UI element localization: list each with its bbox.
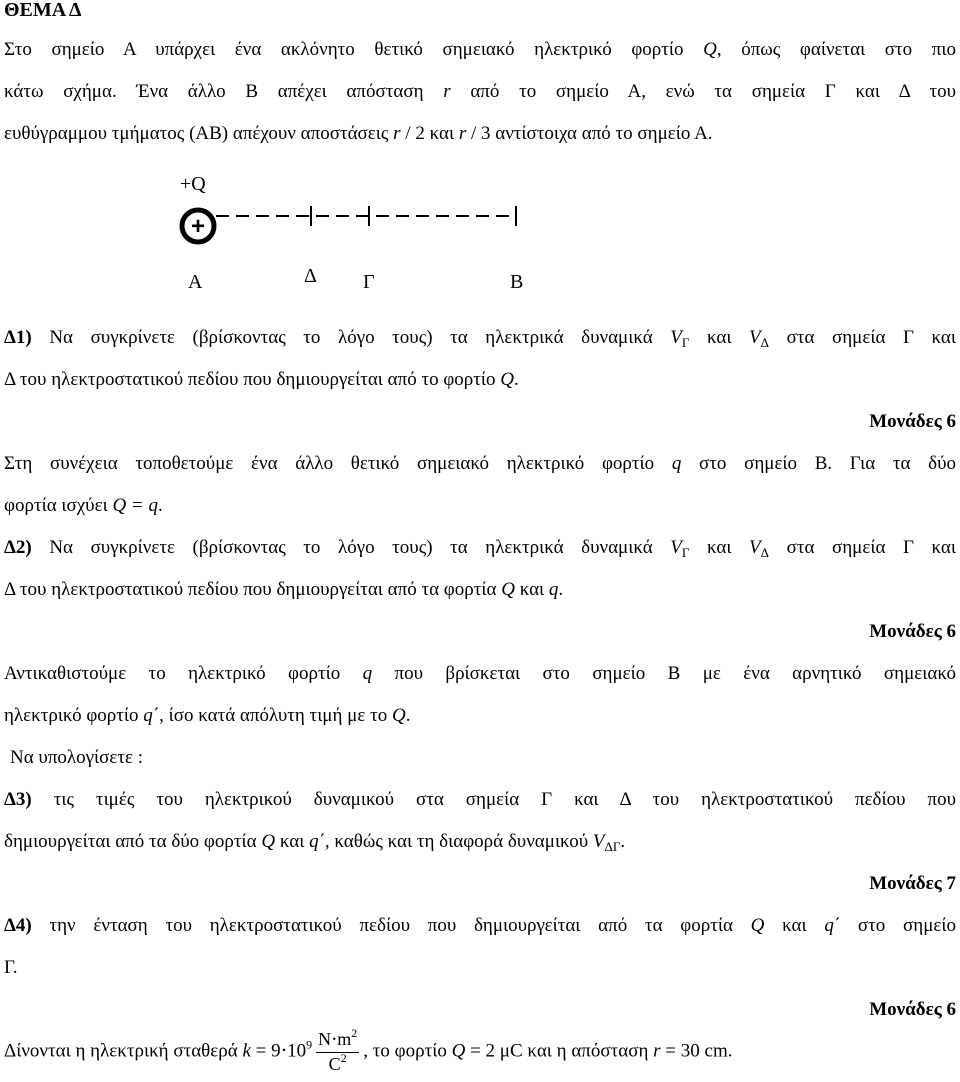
charge-sign: + bbox=[190, 213, 206, 240]
given-text: = 30 cm. bbox=[660, 1040, 733, 1062]
cont-text: Στη συνέχεια τοποθετούμε ένα άλλο θετικό σημειακό ηλεκτρικό φορτίο bbox=[4, 453, 672, 474]
charge-symbol: q bbox=[671, 453, 682, 474]
subscript: Δ bbox=[760, 335, 770, 350]
charge-symbol: q΄ bbox=[309, 831, 325, 852]
charge-symbol: Q bbox=[500, 369, 515, 390]
q1-line-2 bbox=[4, 370, 519, 389]
fraction-numerator: $N\cdot m^2$ bbox=[316, 1030, 359, 1053]
replace-text: . bbox=[405, 705, 411, 726]
given-text: = 2 μC και η απόσταση bbox=[465, 1040, 654, 1062]
charge-symbol: Q bbox=[451, 1040, 466, 1062]
replace-line-2 bbox=[4, 706, 410, 725]
page-title: ΘΕΜΑ Δ bbox=[4, 0, 82, 21]
replace-line-1 bbox=[4, 664, 956, 683]
intro-text: / 2 και bbox=[400, 123, 459, 144]
units-fraction bbox=[316, 1026, 359, 1075]
q3-marks: Μονάδες 7 bbox=[869, 873, 956, 894]
q2-text: Δ του ηλεκτροστατικού πεδίου που δημιουργείται από τα φορτία bbox=[4, 579, 502, 600]
q3-line-2 bbox=[4, 831, 626, 854]
q4-marks: Μονάδες 6 bbox=[869, 999, 956, 1020]
q4-line-2: Γ. bbox=[4, 957, 18, 978]
charge-symbol: Q bbox=[501, 579, 515, 600]
charge-symbol: Q bbox=[391, 705, 406, 726]
question-label: Δ4) bbox=[4, 915, 32, 936]
charge-symbol: q bbox=[362, 663, 373, 684]
cont-line-2 bbox=[4, 496, 163, 515]
subscript: Δ bbox=[760, 545, 770, 560]
question-label: Δ2) bbox=[4, 537, 32, 558]
charge-symbol: q bbox=[548, 579, 559, 600]
q3-text: δημιουργείται από τα δύο φορτία bbox=[4, 831, 262, 852]
given-line bbox=[4, 1026, 733, 1075]
intro-text: από το σημείο Α, ενώ τα σημεία Γ και Δ του bbox=[450, 81, 956, 102]
charge-symbol: q΄ bbox=[143, 705, 160, 726]
calculate-heading: Να υπολογίσετε : bbox=[10, 747, 144, 768]
charge-symbol: q΄ bbox=[824, 915, 841, 936]
q4-text: στο σημείο bbox=[840, 915, 956, 936]
intro-text: Στο σημείο Α υπάρχει ένα ακλόνητο θετικό σημειακό ηλεκτρικό φορτίο bbox=[4, 39, 704, 60]
point-gamma-label: Γ bbox=[363, 271, 375, 293]
q1-text: Δ του ηλεκτροστατικού πεδίου που δημιουργείται από το φορτίο bbox=[4, 369, 501, 390]
q4-text: και bbox=[764, 915, 825, 936]
intro-line-3 bbox=[4, 124, 713, 143]
given-text: = 9⋅10 bbox=[250, 1040, 307, 1062]
q3-text: , καθώς και τη διαφορά δυναμικού bbox=[324, 831, 593, 852]
q1-line-1 bbox=[4, 327, 956, 350]
q4-line-1 bbox=[4, 916, 956, 935]
constant-symbol: k bbox=[242, 1040, 251, 1062]
intro-line-2 bbox=[4, 82, 956, 101]
q4-text: την ένταση του ηλεκτροστατικού πεδίου που δημιουργείται από τα φορτία bbox=[31, 915, 751, 936]
q3-line-1 bbox=[4, 790, 956, 809]
potential-symbol: V bbox=[749, 327, 761, 348]
cont-text: στο σημείο Β. Για τα δύο bbox=[681, 453, 957, 474]
q2-line-2 bbox=[4, 580, 563, 599]
point-b-label: Β bbox=[510, 271, 524, 293]
equation: Q = q bbox=[112, 495, 158, 516]
q2-text: Να συγκρίνετε (βρίσκοντας το λόγο τους) τα ηλεκτρικά δυναμικά bbox=[31, 537, 671, 558]
charge-figure bbox=[176, 204, 536, 254]
q3-text: . bbox=[620, 831, 626, 852]
cont-line-1 bbox=[4, 454, 956, 473]
potential-symbol: V bbox=[670, 327, 682, 348]
point-delta-label: Δ bbox=[304, 265, 317, 287]
q2-text: και bbox=[514, 579, 549, 600]
q2-text: . bbox=[558, 579, 564, 600]
q2-line-1 bbox=[4, 537, 956, 560]
intro-text: κάτω σχήμα. Ένα άλλο Β απέχει απόσταση bbox=[4, 81, 444, 102]
cont-text: φορτία ισχύει bbox=[4, 495, 113, 516]
replace-text: που βρίσκεται στο σημείο Β με ένα αρνητικό σημειακό bbox=[372, 663, 956, 684]
charge-label: +Q bbox=[180, 173, 206, 195]
given-text: , το φορτίο bbox=[363, 1040, 452, 1062]
q1-text: και bbox=[689, 327, 750, 348]
question-label: Δ1) bbox=[4, 327, 32, 348]
question-label: Δ3) bbox=[4, 789, 32, 810]
distance-symbol: r bbox=[458, 123, 467, 144]
q2-marks: Μονάδες 6 bbox=[869, 621, 956, 642]
q1-marks: Μονάδες 6 bbox=[869, 411, 956, 432]
charge-symbol: Q bbox=[703, 39, 717, 60]
q3-text: τις τιμές του ηλεκτρικού δυναμικού στα σημεία Γ και Δ του ηλεκτροστατικού πεδίου που bbox=[31, 789, 956, 810]
exponent: 2 bbox=[351, 1026, 358, 1040]
q2-text: στα σημεία Γ και bbox=[769, 537, 956, 558]
q2-text: και bbox=[689, 537, 750, 558]
intro-text: ευθύγραμμου τμήματος (ΑΒ) απέχουν αποστάσεις bbox=[4, 123, 394, 144]
given-text: Δίνονται η ηλεκτρική σταθερά bbox=[4, 1040, 243, 1062]
distance-symbol: r bbox=[653, 1040, 661, 1062]
charge-symbol: Q bbox=[750, 915, 765, 936]
point-a-label: Α bbox=[188, 271, 203, 293]
potential-symbol: V bbox=[592, 831, 605, 852]
subscript: Γ bbox=[681, 335, 690, 350]
fraction-denominator: $C^2$ bbox=[328, 1050, 347, 1074]
q3-text: και bbox=[275, 831, 310, 852]
intro-text: , όπως φαίνεται στο πιο bbox=[716, 39, 956, 60]
distance-symbol: r bbox=[393, 123, 401, 144]
intro-text: / 3 αντίστοιχα από το σημείο Α. bbox=[466, 123, 713, 144]
exponent: 2 bbox=[340, 1050, 347, 1065]
charge-symbol: Q bbox=[261, 831, 276, 852]
exponent: 9 bbox=[306, 1037, 313, 1052]
replace-text: Αντικαθιστούμε το ηλεκτρικό φορτίο bbox=[4, 663, 363, 684]
potential-symbol: V bbox=[749, 537, 761, 558]
cont-text: . bbox=[157, 495, 163, 516]
potential-symbol: V bbox=[670, 537, 682, 558]
subscript: ΔΓ bbox=[604, 839, 621, 854]
intro-line-1 bbox=[4, 40, 956, 59]
replace-text: , ίσο κατά απόλυτη τιμή με το bbox=[159, 705, 392, 726]
distance-symbol: r bbox=[443, 81, 451, 102]
subscript: Γ bbox=[681, 545, 690, 560]
q1-text: Να συγκρίνετε (βρίσκοντας το λόγο τους) τα ηλεκτρικά δυναμικά bbox=[31, 327, 671, 348]
q1-text: . bbox=[514, 369, 519, 390]
q1-text: στα σημεία Γ και bbox=[769, 327, 956, 348]
replace-text: ηλεκτρικό φορτίο bbox=[4, 705, 144, 726]
